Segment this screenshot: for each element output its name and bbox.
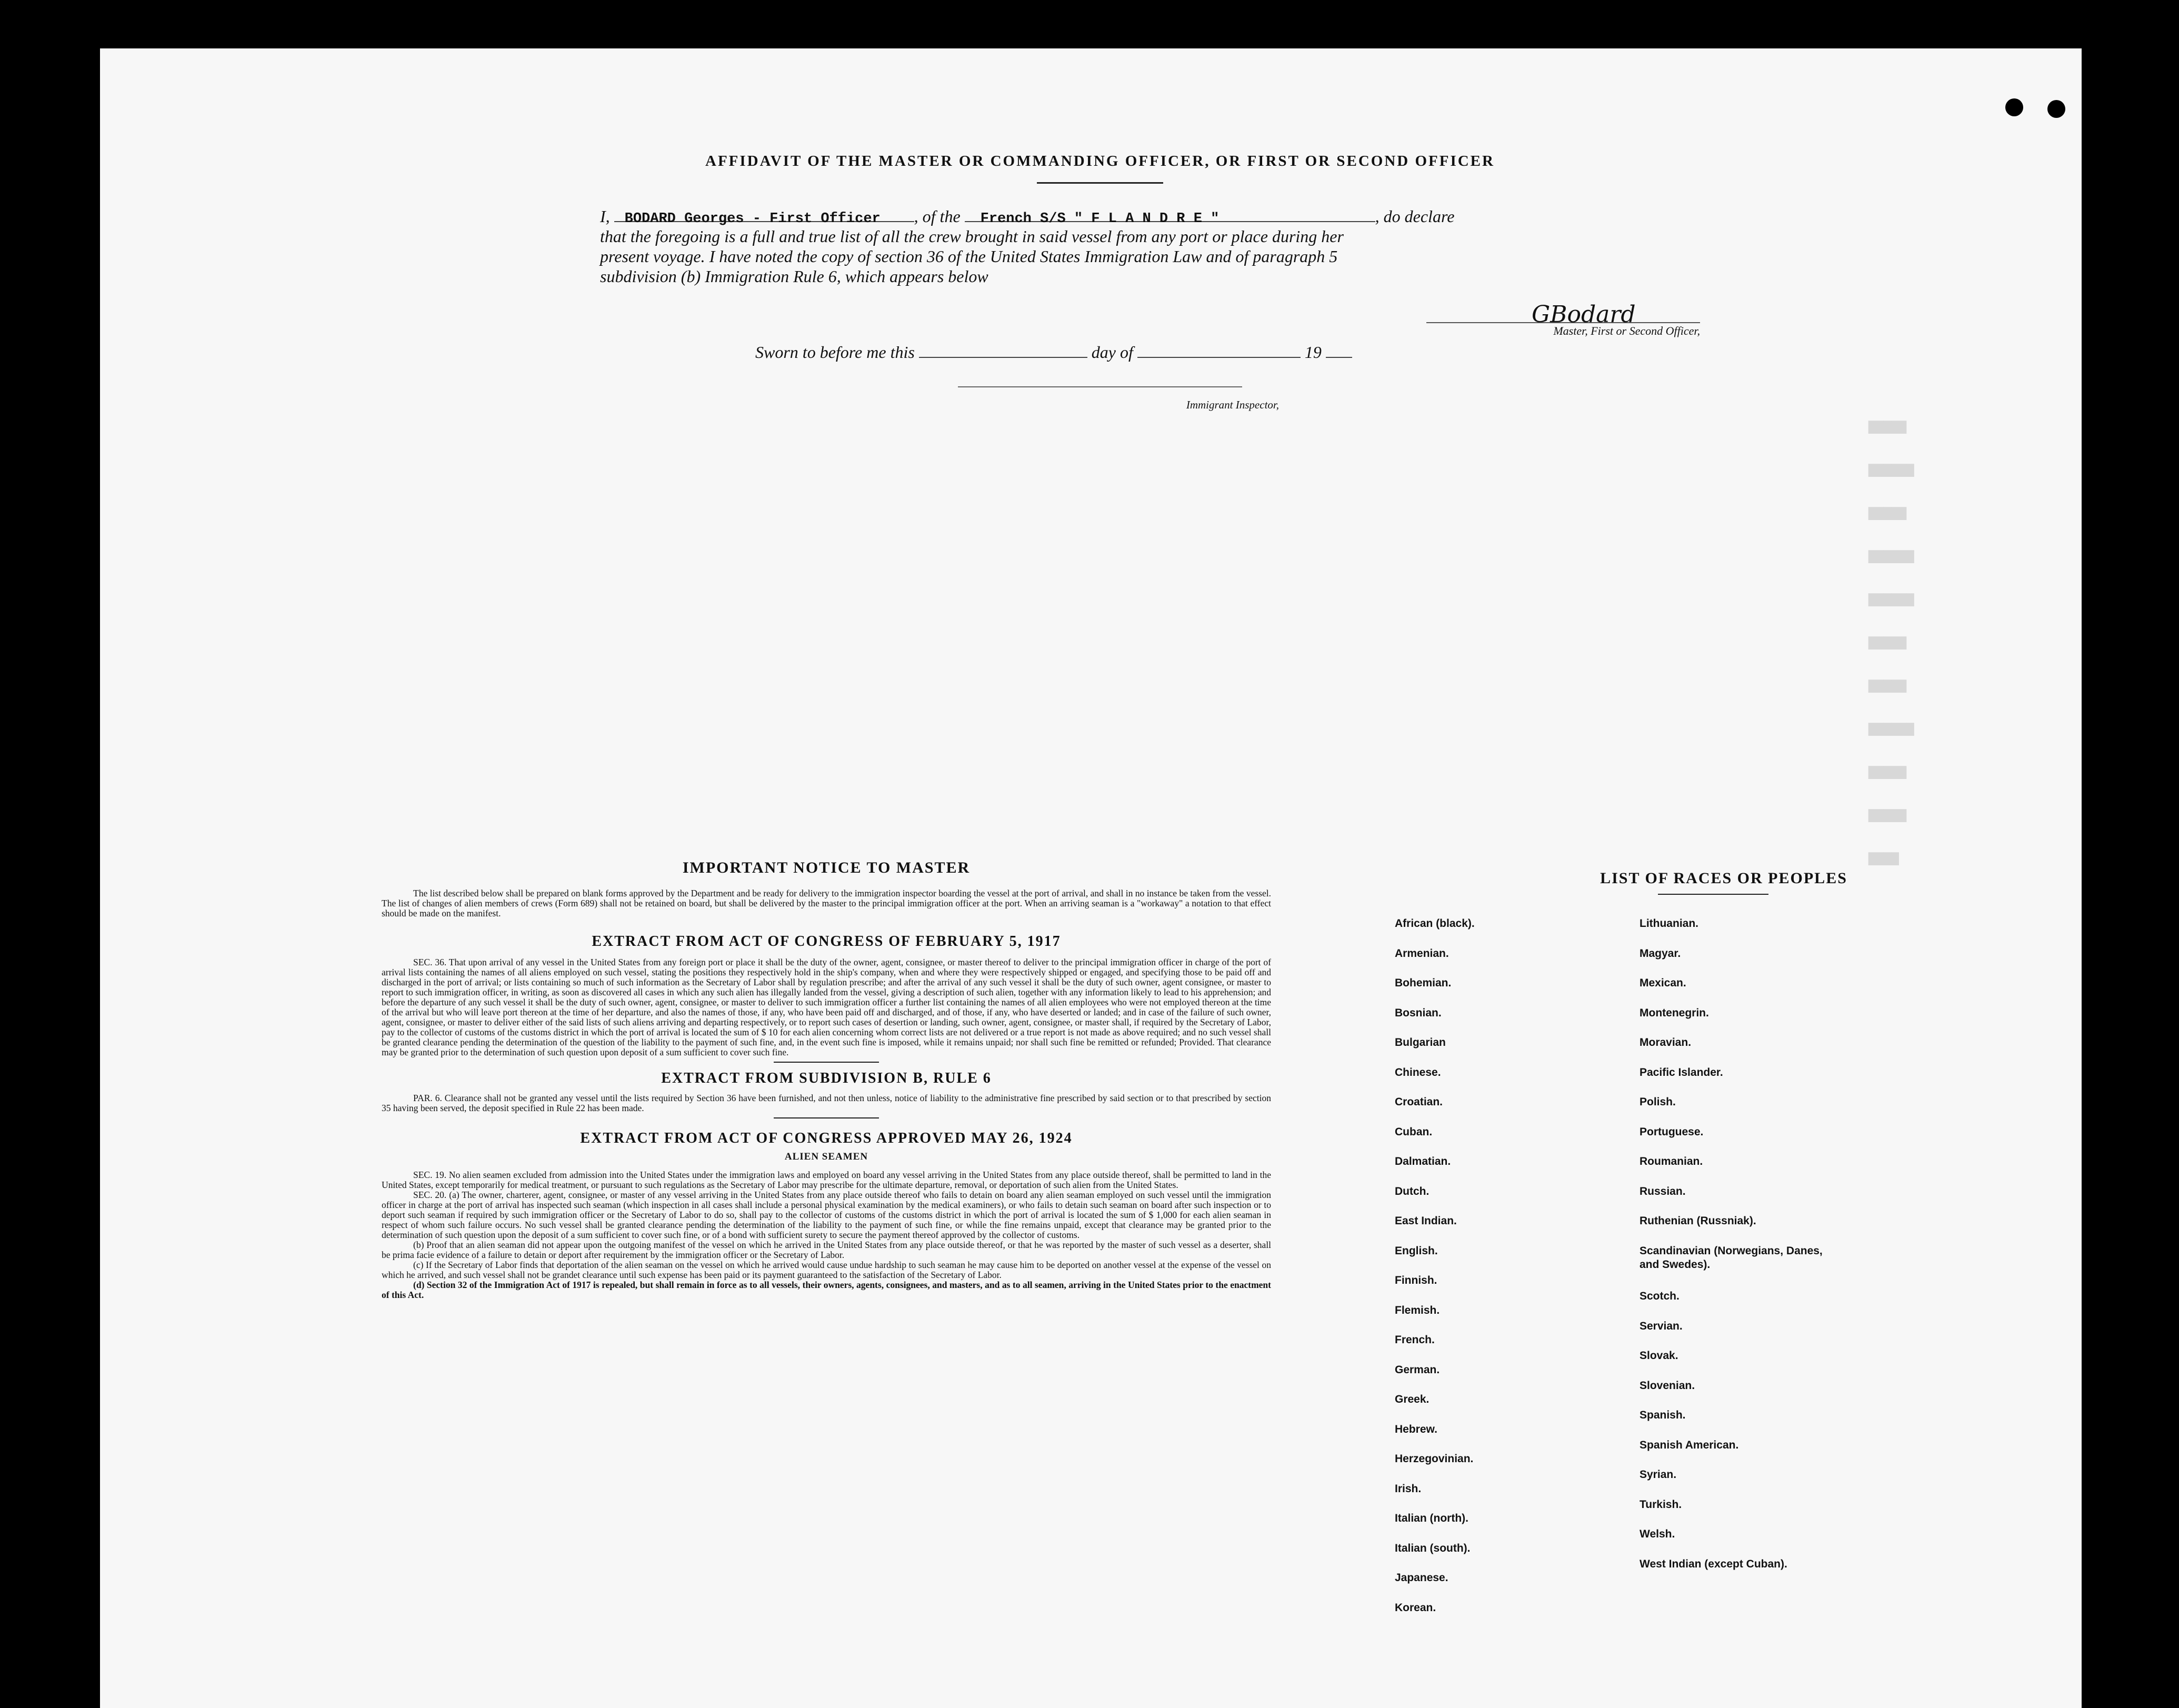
sworn-day-field [919,342,1087,358]
race-item: Scotch. [1640,1290,1680,1302]
race-item: Syrian. [1640,1469,1677,1481]
extract-rule6-title: EXTRACT FROM SUBDIVISION B, RULE 6 [661,1070,992,1086]
sec20a-text: SEC. 20. (a) The owner, charterer, agent, consignee, or master of any vessel arriving in the United States from any place outside thereof who fails to detain on board any alien seaman employed on such vessel until the immigration officer in charge at the port of arrival has inspected such seaman (which inspection in all cases shall include a personal physical examination by the medical examiners), or who fails to detain such seaman on board after such inspection or to deport such seaman if required by such immigration officer or the Secretary of Labor to do so, shall pay to the collector of customs of the customs district in which the port of arrival is located the sum of $ 1,000 for each alien seaman in respect of whom such failure occurs. No such vessel shall be granted clearance pending the determination of the liability to the payment of such fine, or while the fine remains unpaid, except that clearance may be granted prior to the determination of such question upon the deposit of a sum sufficient to cover such fine, or of a bond with sufficient surety to secure the payment thereof approved by the collector of customs. [382,1190,1271,1240]
race-item: Magyar. [1640,947,1681,960]
race-item: Flemish. [1395,1304,1440,1316]
race-item: Bulgarian [1395,1036,1446,1048]
race-item: Hebrew. [1395,1423,1437,1435]
race-item: Italian (north). [1395,1512,1468,1524]
race-item: Turkish. [1640,1498,1682,1511]
sworn-line [755,342,1545,362]
race-item: Servian. [1640,1320,1683,1332]
race-item: Chinese. [1395,1066,1441,1078]
sec20b-text: (b) Proof that an alien seaman did not appear upon the outgoing manifest of the vessel on which he arrived in the United States from any place outside thereof, or that he was reported by the master of such vessel as a deserter, shall be prima facie evidence of a failure to detain or deport after requirement by the immigration officer or the Secretary of Labor. [382,1240,1271,1260]
sec20c-text: (c) If the Secretary of Labor finds that deportation of the alien seaman on the vessel on which he arrived would cause undue hardship to such seaman he may cause him to be deported on another vessel at the expense of the vessel on which he arrived, and such vessel shall not be grandet clearance until such expense has been paid or its payment guaranteed to the satisfaction of the Secretary of Labor. [382,1260,1271,1280]
inspector-caption: Immigrant Inspector, [1186,398,1279,411]
race-item: Finnish. [1395,1274,1437,1286]
signature-block [1332,301,1700,338]
sworn-month-field [1137,342,1301,358]
vessel-field [965,206,1375,227]
extract-rule6-text: PAR. 6. Clearance shall not be granted any vessel until the lists required by Section 36 have been furnished, and not then unless, notice of liability to the administrative fine prescribed by said section or to that prescribed by section 35 having been served, the deposit specified in Rule 22 has been made. [382,1093,1271,1113]
declarant-value: BODARD Georges - First Officer [624,211,881,227]
race-item: Mexican. [1640,977,1686,989]
sworn-year-field [1326,342,1352,358]
race-item: Japanese. [1395,1572,1448,1584]
race-item: African (black). [1395,917,1475,930]
race-item: Herzegovinian. [1395,1453,1474,1465]
races-title: LIST OF RACES OR PEOPLES [1600,870,1847,887]
race-item: Slovak. [1640,1350,1678,1362]
document-sheet [100,48,2082,1708]
affidavit-heading: AFFIDAVIT OF THE MASTER OR COMMANDING OFFICER, OR FIRST OR SECOND OFFICER [705,153,1495,169]
races-underline [1658,894,1768,895]
race-item: Greek. [1395,1393,1430,1405]
race-item: Irish. [1395,1482,1422,1495]
extract-1917-text: SEC. 36. That upon arrival of any vessel in the United States from any foreign port or place it shall be the duty of the owner, agent, consignee, or master thereof to deliver to the principal immigration officer in charge of the port of arrival lists containing the names of all aliens employed on such vessel, stating the positions they respectively hold in the ship's company, when and where they were respectively shipped or engaged, and specifying those to be paid off and discharged in the port of arrival; or lists containing so much of such information as the Secretary of Labor shall by regulation prescribe; and after the arrival of any such vessel it shall be the duty of such owner, agent consignee, or master to report to such immigration officer, in writing, as soon as discovered all cases in which any such alien has illegally landed from the vessel, giving a description of such alien, together with any information likely to lead to his apprehension; and before the departure of any such vessel it shall be the duty of such owner, agent, consignee, or master to deliver to such immigration officer a further list containing the names of all alien employees who were not employed thereon at the time of the arrival but who will leave port thereon at the time of her departure, and also the names of those, if any, who have been paid off and discharged, and of those, if any, who have deserted or landed; and in case of the failure of such owner, agent, consignee, or master to deliver either of the said lists of such aliens arriving and departing respectively, or to report such cases of desertion or landing, such owner, agent, consignee, or master shall, if required by the Secretary of Labor, pay to the collector of customs of the customs district in which the port of arrival is located the sum of $ 10 for each alien concerning whom correct lists are not delivered or a true report is not made as above required; and no such vessel shall be granted clearance pending the determination of the question of the liability to the payment of such fine, and, in the event such fine is imposed, while it remains unpaid; nor shall such fine be remitted or refunded; Provided. That clearance may be granted prior to the determination of such question upon deposit of a sum sufficient to cover such fine. [382,957,1271,1057]
race-item: Welsh. [1640,1528,1675,1540]
declare-text: , do declare [1375,207,1455,226]
race-item: Roumanian. [1640,1155,1703,1167]
sworn-year: 19 [1304,343,1322,362]
section-divider [774,1117,879,1118]
race-item: Armenian. [1395,947,1449,960]
race-item: German. [1395,1363,1440,1376]
race-item: Ruthenian (Russniak). [1640,1215,1756,1227]
race-item: Slovenian. [1640,1379,1695,1392]
affidavit-line-1 [600,206,1679,226]
race-item: Dalmatian. [1395,1155,1451,1167]
of-the-text: , of the [914,207,961,226]
punch-hole-icon [2047,100,2065,118]
extract-1917-title: EXTRACT FROM ACT OF CONGRESS OF FEBRUARY 5, 1917 [592,933,1061,950]
race-item: Polish. [1640,1096,1676,1108]
extract-1924-title: EXTRACT FROM ACT OF CONGRESS APPROVED MAY 26, 1924 [580,1130,1073,1146]
sec20d-text: (d) Section 32 of the Immigration Act of 1917 is repealed, but shall remain in force as to all vessels, their owners, agents, consignees, and masters, and as to all seamen, arriving in the United States prior to the enactment of this Act. [382,1280,1271,1300]
race-item: Korean. [1395,1601,1436,1614]
race-item: Lithuanian. [1640,917,1698,930]
punch-hole-icon [2005,98,2023,116]
vessel-value: French S/S " F L A N D R E " [980,211,1220,227]
race-item: Bosnian. [1395,1006,1442,1019]
race-item: East Indian. [1395,1215,1457,1227]
race-item: Cuban. [1395,1125,1433,1138]
inspector-signature-line [958,386,1242,387]
notice-text: The list described below shall be prepared on blank forms approved by the Department and be ready for delivery to the immigration inspector boarding the vessel at the port of arrival, and shall in no instance be taken from the vessel. The list of changes of alien members of crews (Form 689) shall not be retained on board, but shall be delivered by the master to the principal immigration officer at the port. When an arriving seaman is a "workaway" a notation to that effect should be made on the manifest. [382,888,1271,918]
race-item: Moravian. [1640,1036,1692,1048]
race-item: Russian. [1640,1185,1686,1197]
race-item: Bohemian. [1395,977,1452,989]
declarant-field [614,206,914,227]
race-item: Montenegrin. [1640,1006,1709,1019]
affidavit-line-2: that the foregoing is a full and true list of all the crew brought in said vessel from any port or place during her [600,227,1344,246]
sworn-text: Sworn to before me this [755,343,915,362]
affidavit-statement [600,206,1679,286]
race-item: Pacific Islander. [1640,1066,1723,1078]
heading-underline [1037,182,1163,184]
bleed-through-marks: ▇▇▇▇▇ ▇▇▇▇▇▇ ▇▇▇▇▇ ▇▇▇▇▇▇ ▇▇▇▇▇▇ ▇▇▇▇▇ ▇▇▇▇▇ ▇▇▇▇▇▇ ▇▇▇▇▇ ▇▇▇▇▇ ▇▇▇▇ [1868,421,1914,866]
section-divider [774,1062,879,1063]
extract-1924-subtitle: ALIEN SEAMEN [784,1151,868,1162]
notice-title: IMPORTANT NOTICE TO MASTER [682,859,971,876]
race-item: Spanish. [1640,1409,1686,1421]
signature-caption: Master, First or Second Officer, [1426,322,1700,338]
sworn-day-of: day of [1091,343,1133,362]
race-item: Portuguese. [1640,1125,1704,1138]
race-item: English. [1395,1244,1438,1257]
race-item: Spanish American. [1640,1439,1739,1451]
race-item: Dutch. [1395,1185,1430,1197]
legal-notices [382,859,1271,1300]
race-item: Scandinavian (Norwegians, Danes, and Swedes). [1640,1244,1823,1271]
handwritten-signature: GBodard [1532,301,1636,328]
race-item: French. [1395,1334,1435,1346]
affidavit-prefix: I, [600,207,610,226]
sec19-text: SEC. 19. No alien seamen excluded from admission into the United States under the immigration laws and employed on board any vessel arriving in the United States from any place outside thereof, shall be permitted to land in the United States, except temporarily for medical treatment, or pursuant to such regulations as the Secretary of Labor may prescribe for the ultimate departure, removal, or deportation of such alien from the United States. [382,1170,1271,1190]
race-item: Croatian. [1395,1096,1443,1108]
affidavit-line-3: present voyage. I have noted the copy of section 36 of the United States Immigration Law and of paragraph 5 [600,247,1338,266]
races-list [1395,870,2053,1614]
race-item: West Indian (except Cuban). [1640,1557,1787,1570]
race-item: Italian (south). [1395,1542,1471,1554]
affidavit-line-4: subdivision (b) Immigration Rule 6, which appears below [600,267,988,286]
